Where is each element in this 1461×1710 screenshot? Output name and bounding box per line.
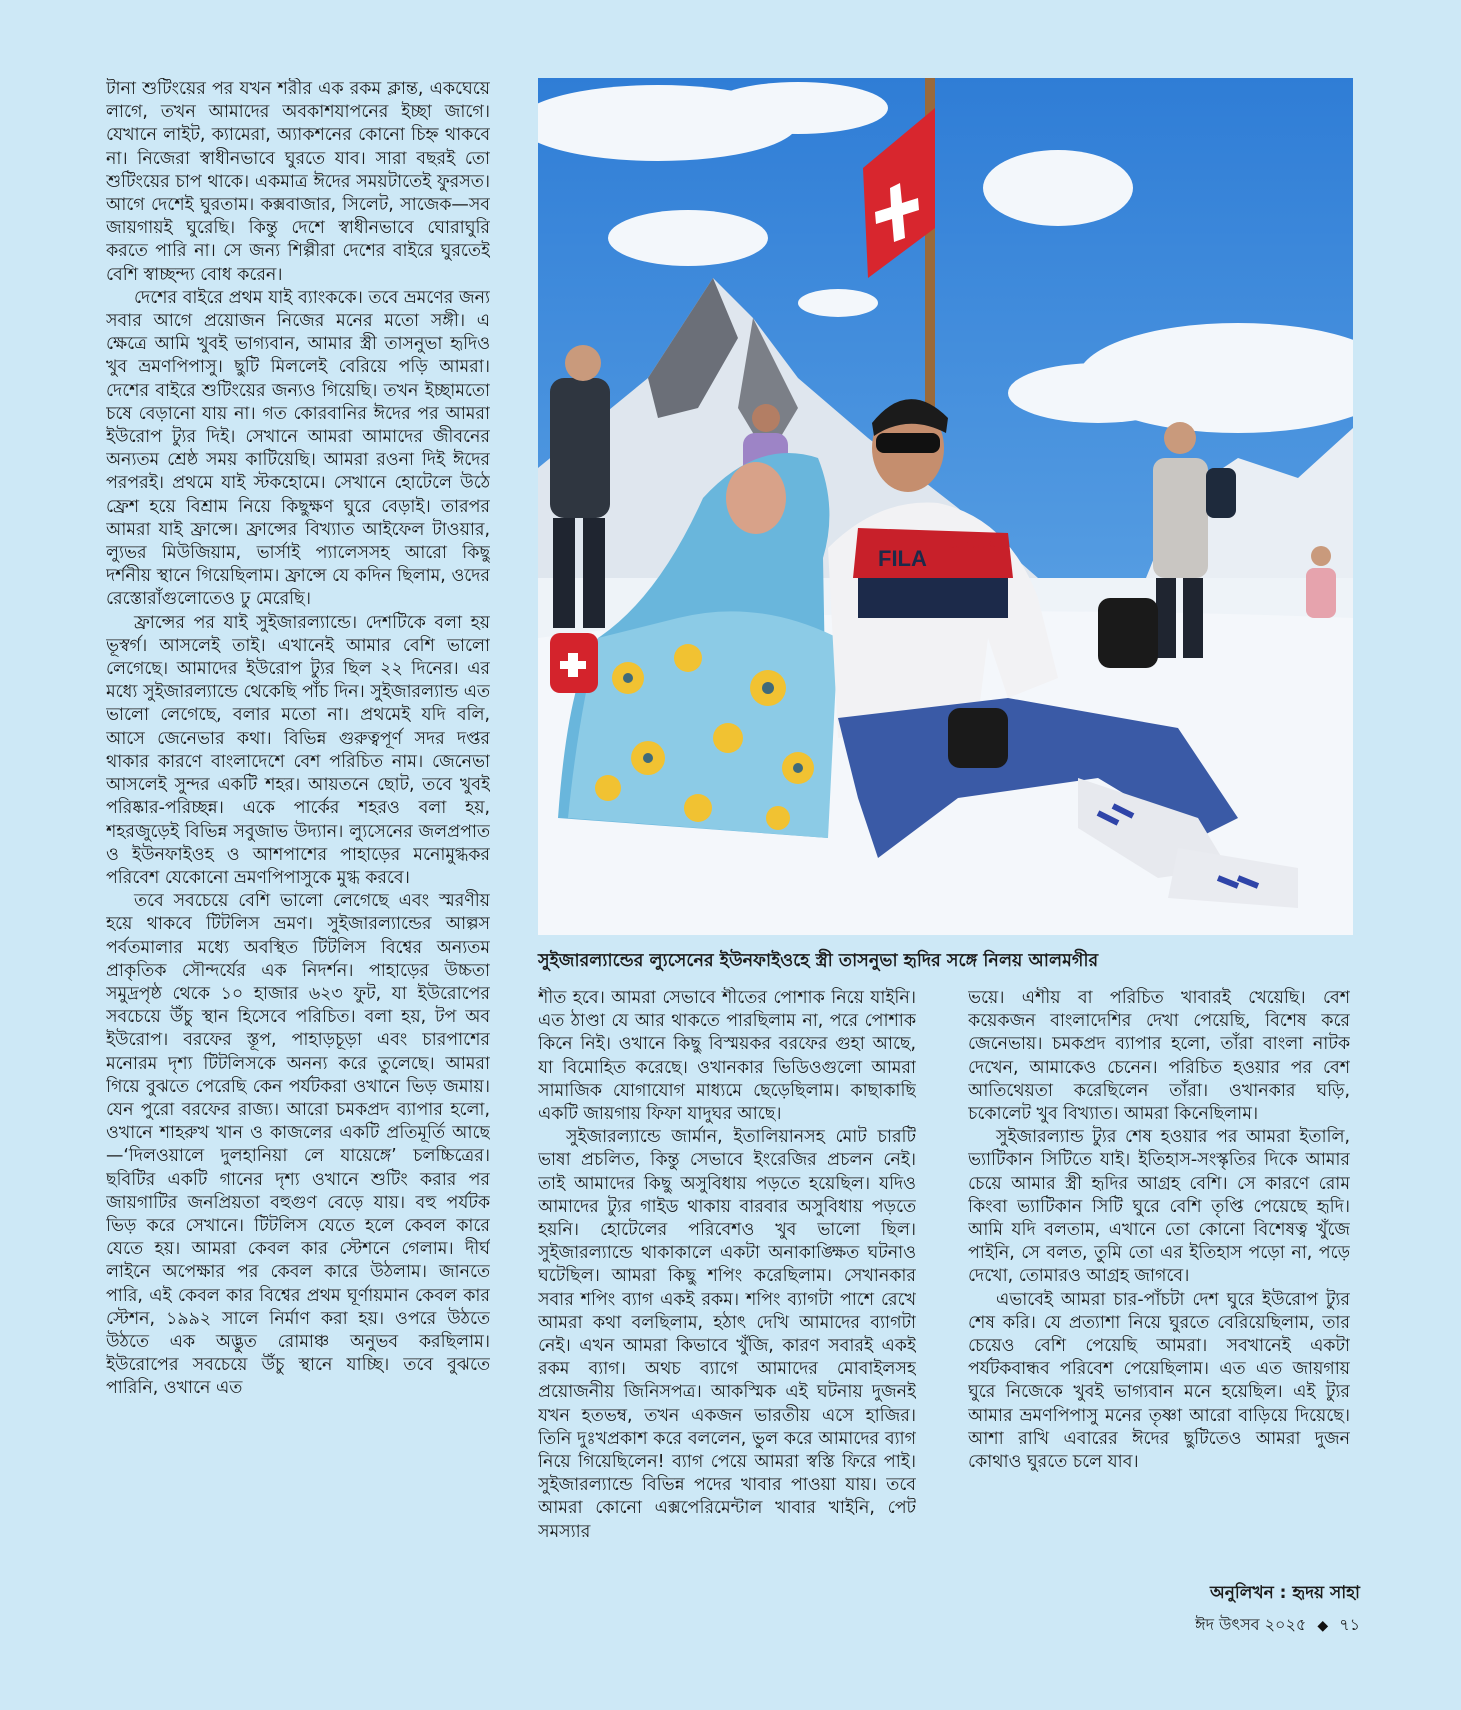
paragraph: ভয়ে। এশীয় বা পরিচিত খাবারই খেয়েছি। বেশ কয়েকজন বাংলাদেশির দেখা পেয়েছি, বিশেষ করে জেনেভায়। চমকপ্রদ ব্যাপার হলো, তাঁরা বাংলা নাটক দেখেন, আমাকেও চেনেন। পরিচিত হওয়ার পর বেশ আতিথেয়তা করেছিলেন তাঁরা। ওখানকার ঘড়ি, চকোলেট খুব বিখ্যাত। আমরা কিনেছিলাম।	[968, 988, 1350, 1125]
photo-caption: সুইজারল্যান্ডের ল্যুসেনের ইউনফাইওহে স্ত্রী তাসনুভা হৃদির সঙ্গে নিলয় আলমগীর	[538, 951, 1099, 971]
author-credit: অনুলিখন : হৃদয় সাহা	[1210, 1583, 1360, 1603]
paragraph: ফ্রান্সের পর যাই সুইজারল্যান্ডে। দেশটিকে বলা হয় ভূস্বর্গ। আসলেই তাই। এখানেই আমার বেশি ভালো লেগেছে। আমাদের ইউরোপ ট্যুর ছিল ২২ দিনের। এর মধ্যে সুইজারল্যান্ডে থেকেছি পাঁচ দিন। সুইজারল্যান্ড এত ভালো লেগেছে, বলার মতো না। প্রথমেই যদি বলি, আসে জেনেভার কথা। বিভিন্ন গুরুত্বপূর্ণ সদর দপ্তর থাকার কারণে বাংলাদেশে বেশ পরিচিত নাম। জেনেভা আসলেই সুন্দর একটি শহর। আয়তনে ছোট, তবে খুবই পরিষ্কার-পরিচ্ছন্ন। একে পার্কের শহরও বলা হয়, শহরজুড়েই বিভিন্ন সবুজাভ উদ্যান। ল্যুসেনের জলপ্রপাত ও ইউনফাইওহ ও আশপাশের পাহাড়ের মনোমুগ্ধকর পরিবেশ যেকোনো ভ্রমণপিপাসুকে মুগ্ধ করবে।	[106, 612, 490, 888]
paragraph: দেশের বাইরে প্রথম যাই ব্যাংককে। তবে ভ্রমণের জন্য সবার আগে প্রয়োজন নিজের মনের মতো সঙ্গী। এ ক্ষেত্রে আমি খুবই ভাগ্যবান, আমার স্ত্রী তাসনুভা হৃদিও খুব ভ্রমণপিপাসু। ছুটি মিললেই বেরিয়ে পড়ি আমরা। দেশের বাইরে শুটিংয়ের জন্যও গিয়েছি। তখন ইচ্ছামতো চষে বেড়ানো যায় না। গত কোরবানির ঈদের পর আমরা ইউরোপ ট্যুর দিই। সেখানে আমরা আমাদের জীবনের অন্যতম শ্রেষ্ঠ সময় কাটিয়েছি। আমরা রওনা দিই ঈদের পরপরই। প্রথমে যাই স্টকহোমে। সেখানে হোটেলে উঠে ফ্রেশ হয়ে বিশ্রাম নিয়ে কিছুক্ষণ ঘুরে বেড়াই। তারপর আমরা যাই ফ্রান্সে। ফ্রান্সের বিখ্যাত আইফেল টাওয়ার, ল্যুভর মিউজিয়াম, ভার্সাই প্যালেসসহ আরো কিছু দর্শনীয় স্থানে গিয়েছিলাম। ফ্রান্সে যে কদিন ছিলাম, ওদের রেস্তোরাঁগুলোতেও ঢু মেরেছি।	[106, 287, 490, 610]
page-footer	[1080, 1612, 1360, 1639]
paragraph: তবে সবচেয়ে বেশি ভালো লেগেছে এবং স্মরণীয় হয়ে থাকবে টিটলিস ভ্রমণ। সুইজারল্যান্ডের আল্পস পর্বতমালার মধ্যে অবস্থিত টিটলিস বিশ্বের অন্যতম প্রাকৃতিক সৌন্দর্যের এক নিদর্শন। পাহাড়ের উচ্চতা সমুদ্রপৃষ্ঠ থেকে ১০ হাজার ৬২৩ ফুট, যা ইউরোপের সবচেয়ে উঁচু স্থান হিসেবে পরিচিত। বলা হয়, টপ অব ইউরোপ। বরফের স্তূপ, পাহাড়চূড়া এবং চারপাশের মনোরম দৃশ্য টিটলিসকে অনন্য করে তুলেছে। আমরা গিয়ে বুঝতে পেরেছি কেন পর্যটকরা ওখানে ভিড় জমায়। যেন পুরো বরফের রাজ্য। আরো চমকপ্রদ ব্যাপার হলো, ওখানে শাহরুখ খান ও কাজলের একটি প্রতিমূর্তি আছে—‘দিলওয়ালে দুলহানিয়া লে যায়েঙ্গে’ চলচ্চিত্রের। ছবিটির একটি গানের দৃশ্য ওখানে শুটিং করার পর জায়গাটির জনপ্রিয়তা বহুগুণ বেড়ে যায়। বহু পর্যটক ভিড় করে সেখানে। টিটলিস যেতে হলে কেবল কারে যেতে হয়। আমরা কেবল কার স্টেশনে গেলাম। দীর্ঘ লাইনে অপেক্ষার পর কেবল কারে উঠলাম। জানতে পারি, এই কেবল কার বিশ্বের প্রথম ঘূর্ণায়মান কেবল কার স্টেশন, ১৯৯২ সালে নির্মাণ করা হয়। ওপরে উঠতে উঠতে এক অদ্ভুত রোমাঞ্চ অনুভব করছিলাম। ইউরোপের সবচেয়ে উঁচু স্থানে যাচ্ছি। তবে বুঝতে পারিনি, ওখানে এত	[106, 891, 490, 1399]
article-column-left	[106, 78, 490, 1598]
article-column-middle	[538, 987, 916, 1602]
jacket-logo: FILA	[878, 546, 927, 571]
jacket-text: SPORT	[948, 532, 1008, 552]
article-photo	[538, 78, 1353, 935]
paragraph: শীত হবে। আমরা সেভাবে শীতের পোশাক নিয়ে যাইনি। এত ঠাণ্ডা যে আর থাকতে পারছিলাম না, পরে পোশাক কিনে নিই। ওখানে কিছু বিস্ময়কর বরফের গুহা আছে, যা বিমোহিত করেছে। ওখানকার ভিডিওগুলো আমরা সামাজিক যোগাযোগ মাধ্যমে ছেড়েছিলাম। কাছাকাছি একটি জায়গায় ফিফা যাদুঘর আছে।	[538, 988, 916, 1125]
issue-name: ঈদ উৎসব ২০২৫	[1195, 1615, 1307, 1634]
paragraph: টানা শুটিংয়ের পর যখন শরীর এক রকম ক্লান্ত, একঘেয়ে লাগে, তখন আমাদের অবকাশযাপনের ইচ্ছা জাগে। যেখানে লাইট, ক্যামেরা, অ্যাকশনের কোনো চিহ্ন থাকবে না। নিজেরা স্বাধীনভাবে ঘুরতে যাব। সারা বছরই তো শুটিংয়ের চাপ থাকে। একমাত্র ঈদের সময়টাতেই ফুরসত। আগে দেশেই ঘুরতাম। কক্সবাজার, সিলেট, সাজেক—সব জায়গায়ই ঘুরেছি। কিন্তু দেশে স্বাধীনভাবে ঘোরাঘুরি করতে পারি না। সে জন্য শিল্পীরা দেশের বাইরে ঘুরতেই বেশি স্বাচ্ছন্দ্য বোধ করেন।	[106, 79, 490, 285]
page-number: ৭১	[1339, 1615, 1360, 1634]
paragraph: এভাবেই আমরা চার-পাঁচটা দেশ ঘুরে ইউরোপ ট্যুর শেষ করি। যে প্রত্যাশা নিয়ে ঘুরতে বেরিয়েছিলাম, তার চেয়েও বেশি পেয়েছি আমরা। সবখানেই একটা পর্যটকবান্ধব পরিবেশ পেয়েছিলাম। এত এত জায়গায় ঘুরে নিজেকে খুবই ভাগ্যবান মনে হয়েছিল। এই ট্যুর আমার ভ্রমণপিপাসু মনের তৃষ্ণা আরো বাড়িয়ে দিয়েছে। আশা রাখি এবারের ঈদের ছুটিতেও আমরা দুজন কোথাও ঘুরতে চলে যাব।	[968, 1289, 1350, 1473]
article-column-right	[968, 987, 1350, 1567]
diamond-icon: ◆	[1317, 1618, 1329, 1634]
paragraph: সুইজারল্যান্ডে জার্মান, ইতালিয়ানসহ মোট চারটি ভাষা প্রচলিত, কিন্তু সেভাবে ইংরেজির প্রচলন নেই। তাই আমাদের কিছু অসুবিধায় পড়তে হয়েছিল। যদিও আমাদের ট্যুর গাইড থাকায় বারবার অসুবিধায় পড়তে হয়নি। হোটেলের পরিবেশও খুব ভালো ছিল। সুইজারল্যান্ডে থাকাকালে একটা অনাকাঙ্ক্ষিত ঘটনাও ঘটেছিল। আমরা কিছু শপিং করেছিলাম। সেখানকার সবার শপিং ব্যাগ একই রকম। শপিং ব্যাগটা পাশে রেখে আমরা কথা বলছিলাম, হঠাৎ দেখি আমাদের ব্যাগটা নেই। এখন আমরা কিভাবে খুঁজি, কারণ সবারই একই রকম ব্যাগ। অথচ ব্যাগে আমাদের মোবাইলসহ প্রয়োজনীয় জিনিসপত্র। আকস্মিক এই ঘটনায় দুজনই যখন হতভম্ব, তখন একজন ভারতীয় এসে হাজির। তিনি দুঃখপ্রকাশ করে বললেন, ভুল করে আমাদের ব্যাগ নিয়ে গিয়েছিলেন! ব্যাগ পেয়ে আমরা স্বস্তি ফিরে পাই। সুইজারল্যান্ডে বিভিন্ন পদের খাবার পাওয়া যায়। তবে আমরা কোনো এক্সপেরিমেন্টাল খাবার খাইনি, পেট সমস্যার	[538, 1127, 916, 1542]
paragraph: সুইজারল্যান্ড ট্যুর শেষ হওয়ার পর আমরা ইতালি, ভ্যাটিকান সিটিতে যাই। ইতিহাস-সংস্কৃতির দিকে আমার চেয়ে আমার স্ত্রী হৃদির আগ্রহ বেশি। সে কারণে রোম কিংবা ভ্যাটিকান সিটি ঘুরে বেশি তৃপ্তি পেয়েছে হৃদি। আমি যদি বলতাম, এখানে তো কোনো বিশেষত্ব খুঁজে পাইনি, সে বলত, তুমি তো এর ইতিহাস পড়ো না, পড়ে দেখো, তোমারও আগ্রহ জাগবে।	[968, 1127, 1350, 1287]
